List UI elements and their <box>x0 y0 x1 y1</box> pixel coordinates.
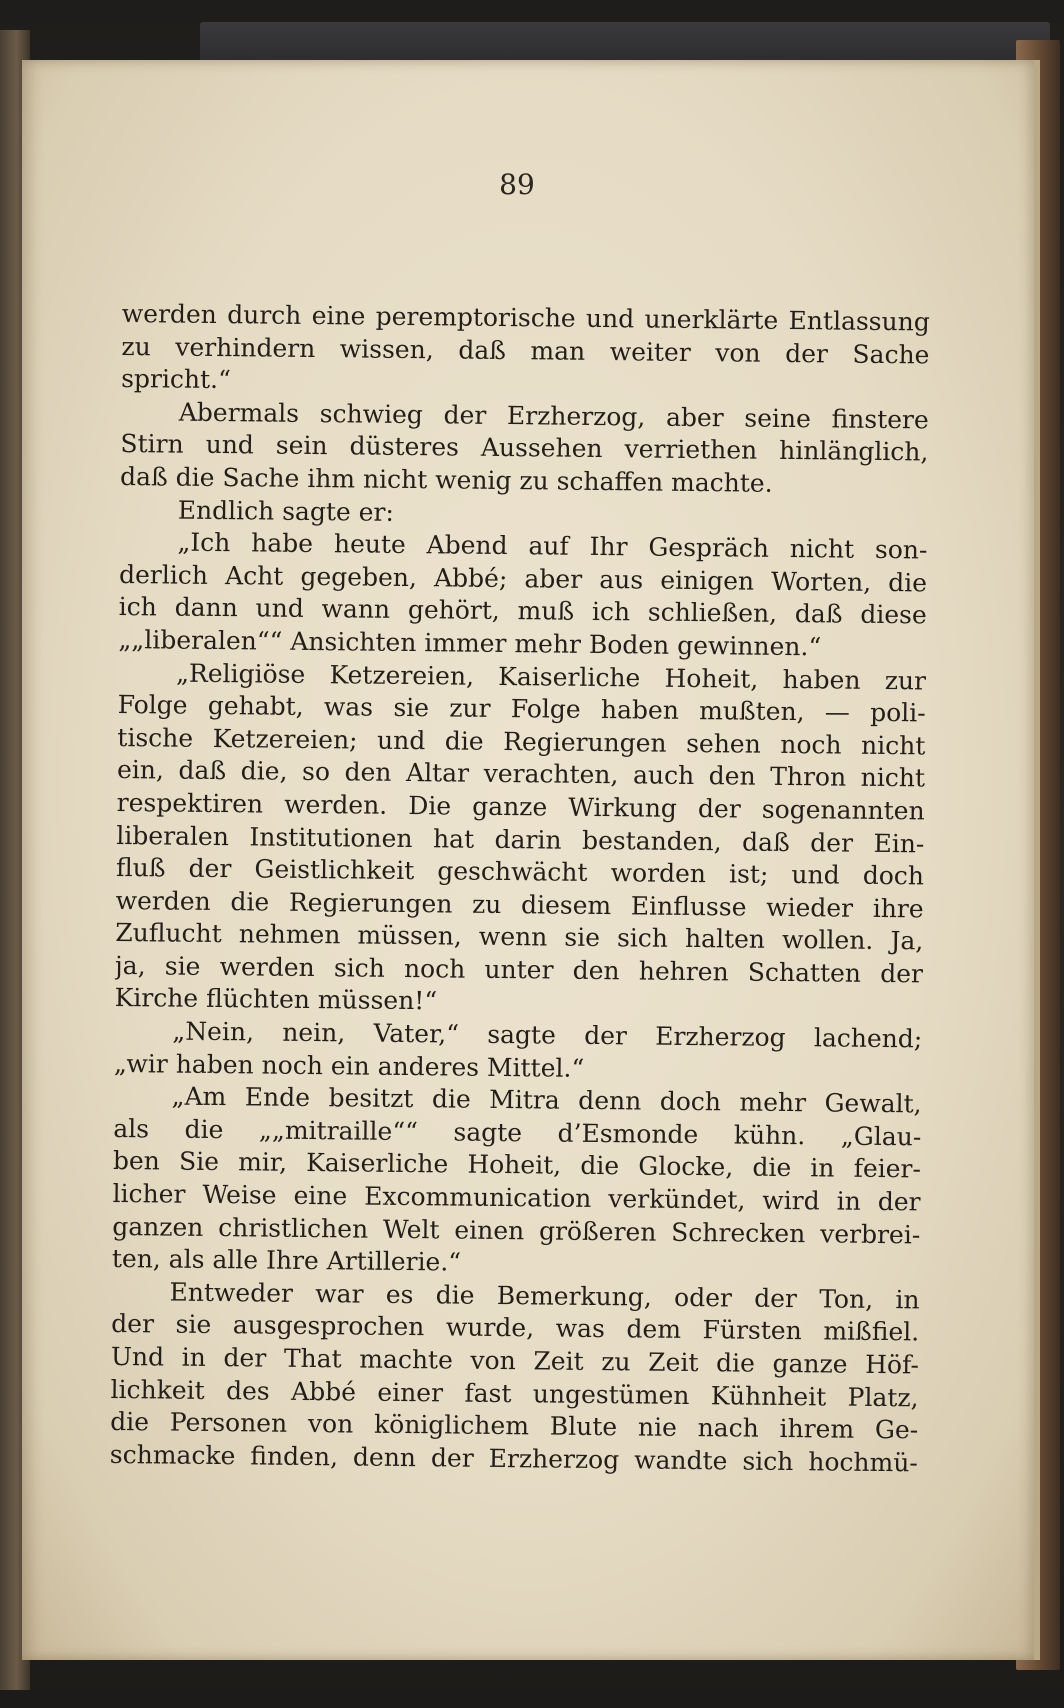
text-line: Entweder war es die Bemerkung, oder der Ton, in <box>169 1277 920 1315</box>
text-line: lichkeit des Abbé einer fast ungestümen Kühnheit Platz, <box>110 1374 919 1412</box>
text-line: „Religiöse Ketzereien, Kaiserliche Hoheit, haben zur <box>175 658 927 695</box>
text-line: licher Weise eine Excommunication verkündet, wird in der <box>112 1178 921 1217</box>
text-line: Endlich sagte er: <box>177 495 395 527</box>
text-line: Kirche flüchten müssen!“ <box>114 983 438 1016</box>
text-line: „Nein, nein, Vater,“ sagte der Erzherzog lachend; <box>172 1016 923 1054</box>
text-line: werden die Regierungen zu diesem Einflusse wieder ihre <box>115 885 924 924</box>
text-line: spricht.“ <box>121 364 231 395</box>
text-line: ten, als alle Ihre Artillerie.“ <box>111 1244 462 1277</box>
text-line: „wir haben noch ein anderes Mittel.“ <box>113 1048 585 1083</box>
text-line: Folge gehabt, was sie zur Folge haben mußten, — poli- <box>117 690 926 728</box>
text-line: „„liberalen““ Ansichten immer mehr Boden gewinnen.“ <box>118 624 822 662</box>
text-line: ja, sie werden sich noch unter den hehren Schatten der <box>114 950 924 989</box>
text-line: schmacke finden, denn der Erzherzog wandte sich hochmü- <box>109 1439 918 1478</box>
text-line: zu verhindern wissen, daß man weiter von der Sache <box>121 331 930 370</box>
text-line: liberalen Institutionen hat darin bestanden, daß der Ein- <box>116 820 925 858</box>
text-line: Stirn und sein düsteres Aussehen verriethen hinlänglich, <box>120 429 929 467</box>
text-line: ben Sie mir, Kaiserliche Hoheit, die Glocke, die in feier- <box>112 1146 922 1184</box>
text-line: der sie ausgesprochen wurde, was dem Fürsten mißfiel. <box>111 1309 920 1347</box>
text-line: respektiren werden. Die ganze Wirkung der sogenannten <box>116 787 925 826</box>
text-line: fluß der Geistlichkeit geschwächt worden ist; und doch <box>115 853 925 891</box>
text-line: ich dann und wann gehört, muß ich schließen, daß diese <box>118 592 927 630</box>
text-line: tische Ketzereien; und die Regierungen sehen noch nicht <box>117 722 926 761</box>
text-line: „Am Ende besitzt die Mitra denn doch mehr Gewalt, <box>171 1081 922 1119</box>
text-line: als die „„mitraille““ sagte d’Esmonde kühn. „Glau- <box>113 1113 922 1152</box>
page-text <box>110 298 930 1480</box>
text-line: daß die Sache ihm nicht wenig zu schaffen machte. <box>119 461 773 498</box>
text-line: ein, daß die, so den Altar verachten, auch den Thron nicht <box>116 755 926 793</box>
text-line: derlich Acht gegeben, Abbé; aber aus einigen Worten, die <box>118 559 928 598</box>
text-line: „Ich habe heute Abend auf Ihr Gespräch nicht son- <box>177 527 928 565</box>
text-line: Abermals schwieg der Erzherzog, aber seine finstere <box>178 397 929 435</box>
text-line: werden durch eine peremptorische und unerklärte Entlassung <box>121 298 930 337</box>
text-line: ganzen christlichen Welt einen größeren Schrecken verbrei- <box>112 1211 921 1250</box>
text-line: die Personen von königlichem Blute nie nach ihrem Ge- <box>110 1407 919 1445</box>
page-number: 89 <box>499 168 535 201</box>
text-line: Und in der That machte von Zeit zu Zeit die ganze Höf- <box>110 1341 920 1380</box>
book-page <box>22 60 1040 1660</box>
text-line: Zuflucht nehmen müssen, wenn sie sich halten wollen. Ja, <box>115 918 924 956</box>
